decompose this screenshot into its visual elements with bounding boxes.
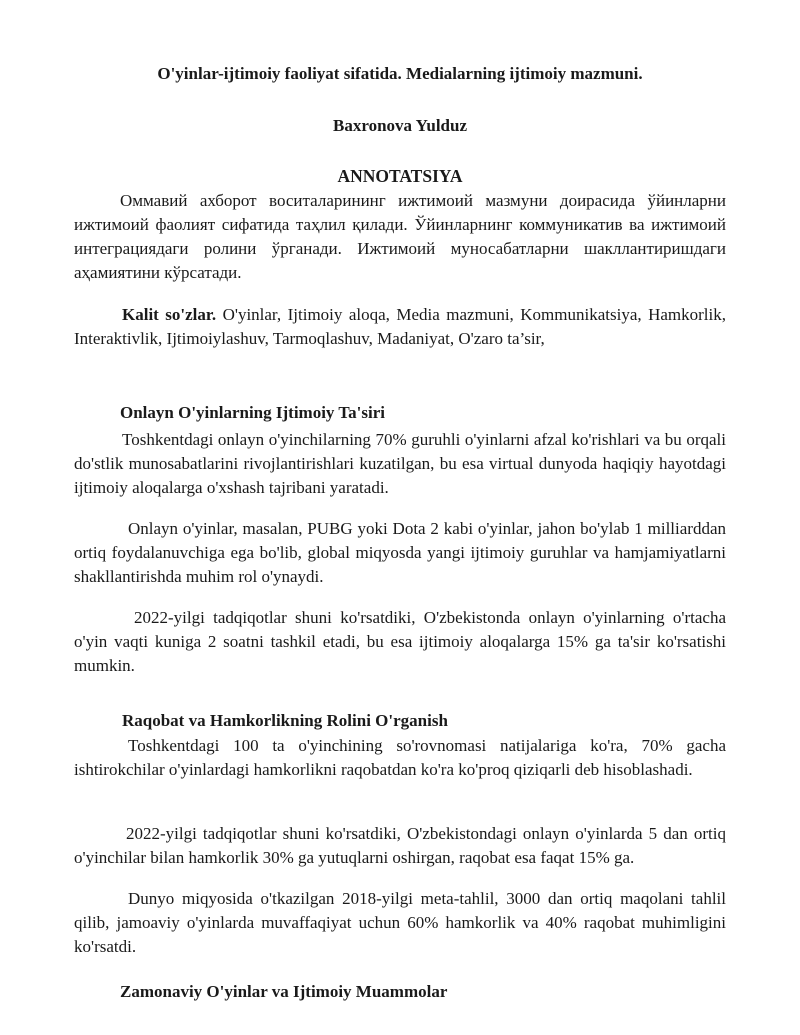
author-name: Baxronova Yulduz [333,116,467,135]
section-heading: Zamonaviy O'yinlar va Ijtimoiy Muammolar [120,982,448,1001]
keywords-paragraph [74,303,726,351]
keywords-label: Kalit so'zlar. [122,305,217,324]
section-paragraph: 2022-yilgi tadqiqotlar shuni ko'rsatdiki, O'zbekistonda onlayn o'yinlarning o'rtacha o'yin vaqti kuniga 2 soatni tashkil etadi, bu esa ijtimoiy aloqalarga 15% ga ta'sir ko'rsatishi mumkin. [74,608,726,675]
section-paragraph: Onlayn o'yinlar, masalan, PUBG yoki Dota 2 kabi o'yinlar, jahon bo'ylab 1 milliarddan ortiq foydalanuvchiga ega bo'lib, global miqyosda yangi ijtimoiy guruhlar va hamjamiyatlarni shakllantirishda muhim rol o'ynaydi. [74,519,726,586]
section-paragraph: Toshkentdagi 100 ta o'yinchining so'rovnomasi natijalariga ko'ra, 70% gacha ishtirokchilar o'yinlardagi hamkorlikni raqobatdan ko'ra ko'proq qiziqarli deb hisoblashadi. [74,736,726,779]
document-title: O'yinlar-ijtimoiy faoliyat sifatida. Medialarning ijtimoiy mazmuni. [157,64,643,83]
keywords-list: O'yinlar, Ijtimoiy aloqa, Media mazmuni, Kommunikatsiya, Hamkorlik, Interaktivlik, Ijtimoiylashuv, Tarmoqlashuv, Madaniyat, O'zaro ta’sir, [74,305,726,348]
section-paragraph: Dunyo miqyosida o'tkazilgan 2018-yilgi meta-tahlil, 3000 dan ortiq maqolani tahlil qilib, jamoaviy o'yinlarda muvaffaqiyat uchun 60% hamkorlik va 40% raqobat muhimligini ko'rsatdi. [74,889,726,956]
annotation-paragraph: Оммавий ахборот воситаларининг ижтимоий мазмуни доирасида ўйинларни ижтимоий фаолият сифатида таҳлил қилади. Ўйинларнинг коммуникатив ва ижтимоий интеграциядаги ролини ўрганади. Ижтимоий муносабатларни шакллантиришдаги аҳамиятини кўрсатади. [74,191,726,282]
annotation-heading: ANNOTATSIYA [337,166,463,186]
section-heading: Onlayn O'yinlarning Ijtimoiy Ta'siri [120,403,385,422]
section-heading: Raqobat va Hamkorlikning Rolini O'rganish [122,711,448,730]
section-paragraph: 2022-yilgi tadqiqotlar shuni ko'rsatdiki, O'zbekistondagi onlayn o'yinlarda 5 dan ortiq o'yinchilar bilan hamkorlik 30% ga yutuqlarni oshirgan, raqobat esa faqat 15% ga. [74,824,726,867]
section-paragraph: Toshkentdagi onlayn o'yinchilarning 70% guruhli o'yinlarni afzal ko'rishlari va bu orqali do'stlik munosabatlarini rivojlantirishlari kuzatilgan, bu esa virtual dunyoda haqiqiy hayotdagi ijtimoiy aloqalarga o'xshash tajribani yaratadi. [74,430,726,497]
